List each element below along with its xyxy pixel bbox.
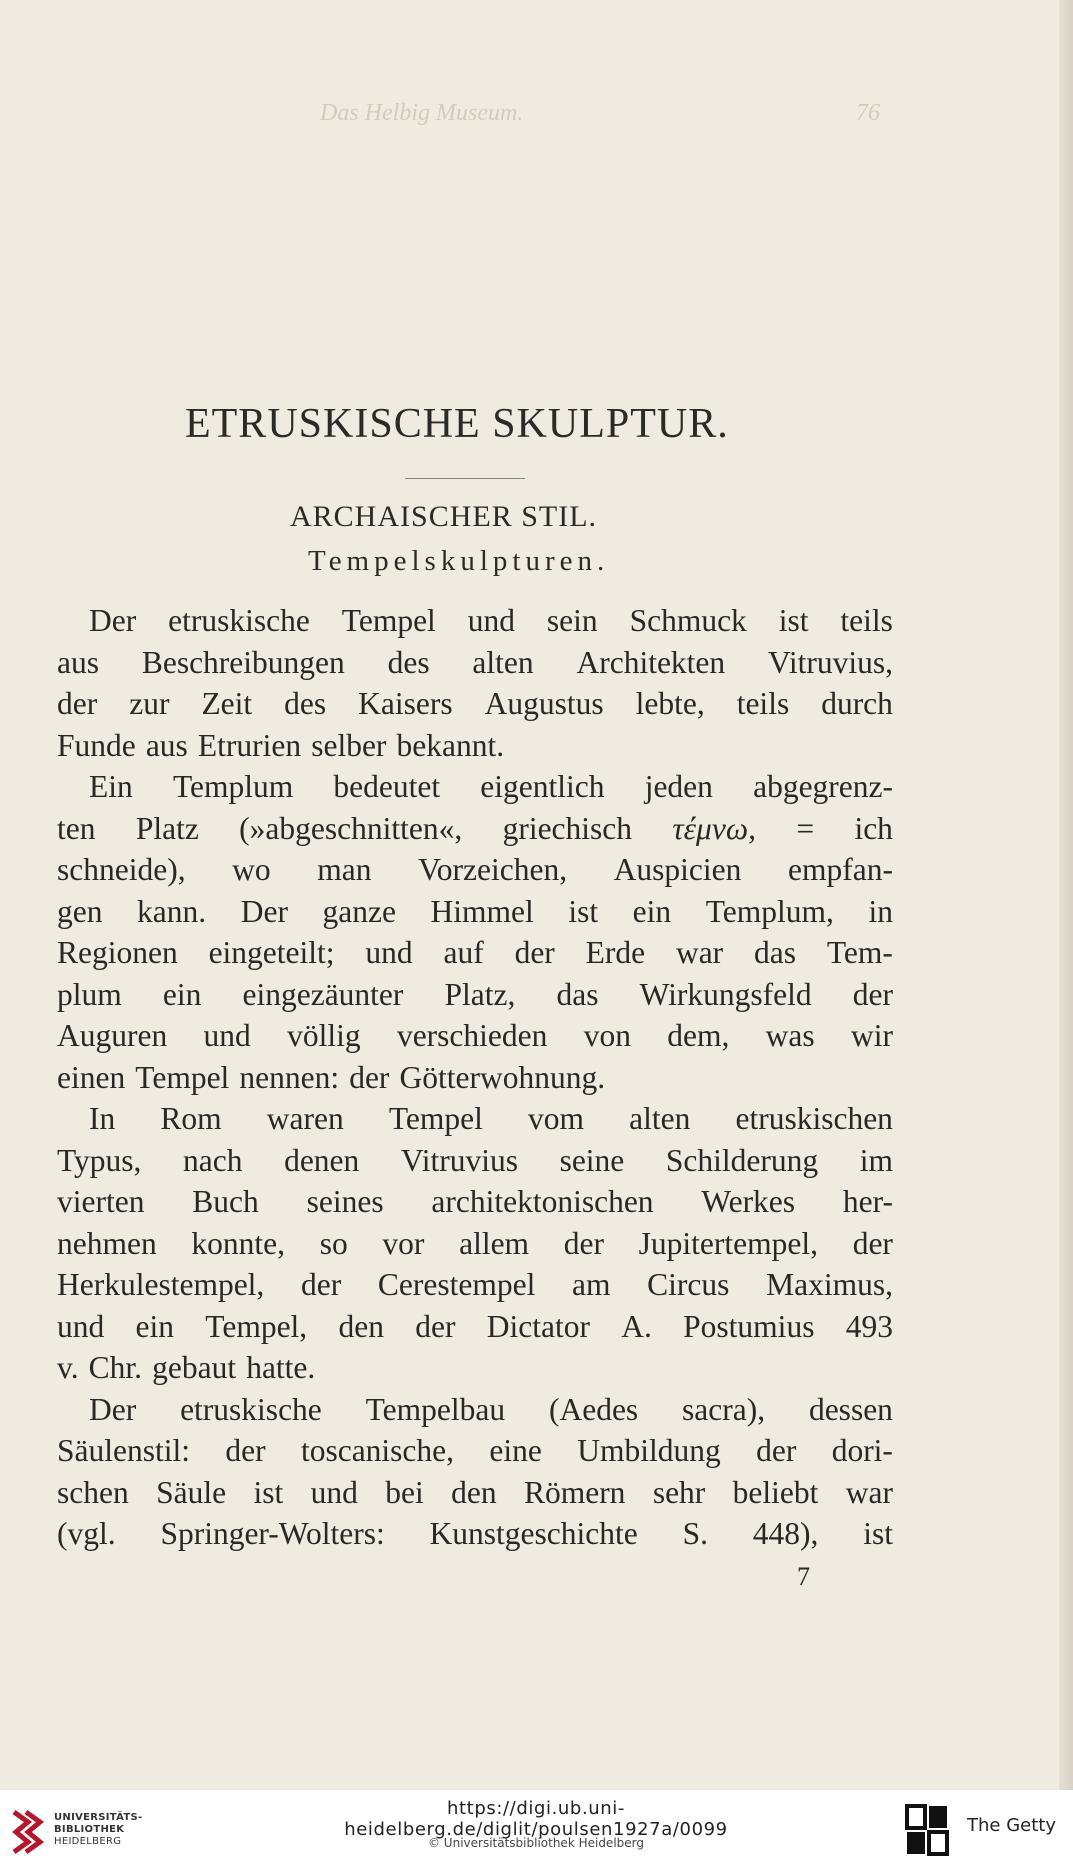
page-edge — [1059, 0, 1073, 1790]
word: Säule — [156, 1474, 227, 1510]
word: der — [563, 1225, 604, 1261]
text-line — [57, 1140, 893, 1182]
word: alten — [472, 644, 534, 680]
word: wo — [232, 852, 271, 887]
word: Templum — [172, 769, 294, 804]
word: gebaut — [152, 1350, 237, 1385]
permalink-url[interactable]: https://digi.ub.uni-heidelberg.de/diglit/poulsen1927a/0099 — [344, 1798, 728, 1840]
word: ganze — [322, 893, 396, 929]
word: Rom — [160, 1101, 222, 1136]
library-name-line1: UNIVERSITÄTS- — [54, 1812, 143, 1823]
word: bei — [385, 1474, 424, 1510]
library-name-line3: HEIDELBERG — [54, 1836, 122, 1847]
word: ist — [863, 1516, 893, 1551]
word: Augustus — [484, 686, 604, 721]
word: Kunstgeschichte — [429, 1516, 638, 1551]
word: Typus, — [57, 1142, 142, 1178]
word: Postumius — [683, 1308, 815, 1344]
word: eingeteilt; — [208, 935, 335, 970]
word: her- — [842, 1184, 893, 1219]
word: und — [310, 1474, 358, 1510]
word: und — [365, 935, 413, 970]
footer-bar — [0, 1790, 1073, 1870]
word: konnte, — [191, 1225, 286, 1261]
word: nennen: — [239, 1059, 340, 1095]
word: v. — [57, 1350, 79, 1385]
text-line — [57, 1098, 893, 1140]
word: und — [467, 603, 515, 638]
word: das — [754, 935, 797, 970]
word: Der — [89, 603, 137, 638]
word: auf — [443, 935, 484, 970]
word: (»abgeschnitten«, — [239, 810, 463, 846]
word: Erde — [585, 935, 646, 970]
word: Etrurien — [197, 727, 302, 763]
word: und — [57, 1308, 105, 1344]
word: empfan- — [788, 852, 893, 887]
text-line — [57, 1181, 893, 1223]
word: Schilderung — [665, 1142, 819, 1178]
word: Herkulestempel, — [57, 1267, 265, 1302]
word: jeden — [644, 769, 713, 804]
word: Circus — [647, 1267, 730, 1302]
word: teils — [840, 603, 893, 638]
word: (vgl. — [57, 1516, 116, 1551]
word: Vitruvius — [400, 1142, 518, 1178]
getty-logo-icon[interactable] — [905, 1804, 949, 1856]
word: ich — [854, 810, 893, 846]
word: verschieden — [396, 1018, 548, 1053]
word: zur — [129, 686, 170, 721]
word: Zeit — [201, 686, 253, 721]
word: A. — [621, 1308, 652, 1344]
word: = — [796, 810, 815, 846]
word: etruskische — [168, 603, 310, 638]
library-logo[interactable] — [10, 1808, 150, 1858]
word: Jupitertempel, — [638, 1225, 818, 1261]
word: waren — [266, 1101, 344, 1136]
word: das — [556, 976, 599, 1012]
word: Tem- — [826, 935, 893, 970]
text-line — [57, 808, 893, 850]
word: (Aedes — [548, 1391, 639, 1427]
word: durch — [821, 686, 893, 721]
word: eingezäunter — [242, 976, 404, 1012]
word: Funde — [57, 727, 136, 763]
text-line — [57, 1264, 893, 1306]
text-line — [57, 1389, 893, 1431]
word: völlig — [287, 1018, 361, 1053]
word: der — [300, 1267, 342, 1302]
word: toscanische, — [300, 1433, 455, 1468]
text-line — [57, 1430, 893, 1472]
word: der — [852, 976, 893, 1012]
word: so — [319, 1225, 348, 1261]
word: Buch — [192, 1184, 259, 1219]
text-line — [57, 849, 893, 891]
text-line — [57, 1472, 893, 1514]
word: etruskische — [180, 1391, 322, 1427]
word: im — [859, 1142, 893, 1178]
word: S. — [682, 1516, 708, 1551]
word: In — [89, 1101, 116, 1136]
word: Chr. — [88, 1350, 143, 1385]
body-text — [57, 600, 893, 1555]
word: war — [675, 935, 724, 970]
word: Tempel — [388, 1101, 483, 1136]
word: von — [583, 1018, 631, 1053]
word: wir — [850, 1018, 893, 1053]
word: 493 — [845, 1308, 893, 1344]
text-line — [57, 642, 893, 684]
word: schen — [57, 1474, 129, 1510]
word: denen — [284, 1142, 360, 1178]
word: der — [349, 1059, 390, 1095]
running-header-number: 76 — [856, 100, 880, 126]
word: der — [57, 686, 98, 721]
word: schneide), — [57, 852, 186, 887]
word: Tempel — [341, 603, 436, 638]
text-line — [57, 725, 893, 767]
text-line — [57, 932, 893, 974]
word: alten — [629, 1101, 691, 1136]
word: Cerestempel — [377, 1267, 536, 1302]
word: des — [284, 686, 327, 721]
text-line — [57, 1513, 893, 1555]
word: sein — [546, 603, 598, 638]
word: ein — [632, 893, 672, 929]
word: den — [338, 1308, 384, 1344]
word: Templum, — [705, 893, 834, 929]
word: in — [868, 893, 893, 929]
word: vom — [527, 1101, 584, 1136]
word: den — [451, 1474, 497, 1510]
word: Beschreibungen — [141, 644, 345, 680]
word: Der — [240, 893, 288, 929]
section-heading: ARCHAISCHER STIL. — [290, 500, 598, 533]
word: Tempel, — [205, 1308, 308, 1344]
text-line — [57, 600, 893, 642]
text-line — [57, 1057, 893, 1099]
word: Maximus, — [766, 1267, 893, 1302]
word: bekannt. — [396, 727, 505, 763]
word: Tempelbau — [365, 1391, 506, 1427]
word: Werkes — [701, 1184, 796, 1219]
text-line — [57, 974, 893, 1016]
getty-label[interactable]: The Getty — [967, 1815, 1056, 1836]
text-line — [57, 1347, 893, 1389]
word: Der — [89, 1391, 137, 1427]
word: Vitruvius, — [767, 644, 893, 680]
word: was — [765, 1018, 815, 1053]
subsection-heading: Tempelskulpturen. — [308, 545, 610, 577]
word: τέμνω, — [672, 810, 756, 846]
text-line — [57, 1223, 893, 1265]
library-name — [54, 1812, 143, 1848]
word: teils — [736, 686, 790, 721]
copyright-notice: © Universitätsbibliothek Heidelberg — [427, 1836, 644, 1850]
title-rule — [405, 478, 525, 479]
word: ein — [162, 976, 202, 1012]
word: lebte, — [635, 686, 705, 721]
word: Vorzeichen, — [418, 852, 568, 887]
word: dori- — [831, 1433, 893, 1468]
word: ten — [57, 810, 96, 846]
word: selber — [311, 727, 387, 763]
word: ist — [778, 603, 809, 638]
word: aus — [145, 727, 188, 763]
chapter-title: ETRUSKISCHE SKULPTUR. — [185, 401, 729, 447]
word: Dictator — [486, 1308, 590, 1344]
text-line — [57, 1015, 893, 1057]
word: ist — [253, 1474, 284, 1510]
word: abgegrenz- — [753, 769, 893, 804]
word: ein — [135, 1308, 175, 1344]
word: plum — [57, 976, 122, 1012]
text-line — [57, 683, 893, 725]
word: dessen — [808, 1391, 893, 1427]
word: aus — [57, 644, 99, 680]
word: der — [225, 1433, 266, 1468]
word: nehmen — [57, 1225, 157, 1261]
word: Schmuck — [629, 603, 747, 638]
word: ist — [568, 893, 599, 929]
library-seal-icon — [10, 1808, 46, 1856]
word: seine — [559, 1142, 625, 1178]
word: einen — [57, 1059, 126, 1095]
word: der — [514, 935, 555, 970]
text-line — [57, 1306, 893, 1348]
word: und — [203, 1018, 251, 1053]
text-line — [57, 766, 893, 808]
word: architektonischen — [431, 1184, 654, 1219]
word: allem — [459, 1225, 530, 1261]
word: am — [572, 1267, 611, 1302]
word: sacra), — [682, 1391, 766, 1427]
word: Himmel — [430, 893, 534, 929]
word: Auguren — [57, 1018, 168, 1053]
word: Platz — [135, 810, 199, 846]
word: man — [317, 852, 372, 887]
word: der — [852, 1225, 893, 1261]
word: Springer-Wolters: — [160, 1516, 385, 1551]
word: der — [756, 1433, 797, 1468]
word: Architekten — [576, 644, 726, 680]
word: Säulenstil: — [57, 1433, 190, 1468]
word: vierten — [57, 1184, 145, 1219]
word: beliebt — [732, 1474, 819, 1510]
word: Götterwohnung. — [399, 1059, 606, 1095]
running-header — [320, 100, 880, 127]
word: eigentlich — [480, 769, 605, 804]
word: bedeutet — [333, 769, 441, 804]
word: Platz, — [444, 976, 516, 1012]
word: dem, — [667, 1018, 730, 1053]
word: vor — [382, 1225, 425, 1261]
word: Tempel — [135, 1059, 230, 1095]
word: Auspicien — [613, 852, 742, 887]
word: sehr — [652, 1474, 706, 1510]
word: Römern — [523, 1474, 626, 1510]
text-line — [57, 891, 893, 933]
word: Ein — [89, 769, 133, 804]
word: Regionen — [57, 935, 178, 970]
word: der — [415, 1308, 456, 1344]
word: griechisch — [502, 810, 633, 846]
word: Wirkungsfeld — [639, 976, 812, 1012]
library-name-line2: BIBLIOTHEK — [54, 1824, 125, 1835]
word: eine — [489, 1433, 542, 1468]
word: kann. — [137, 893, 207, 929]
word: war — [845, 1474, 893, 1510]
word: Umbildung — [577, 1433, 721, 1468]
word: gen — [57, 893, 103, 929]
word: etruskischen — [735, 1101, 893, 1136]
page-number: 7 — [797, 1562, 810, 1591]
word: nach — [183, 1142, 243, 1178]
word: seines — [306, 1184, 384, 1219]
running-header-title: Das Helbig Museum. — [320, 100, 524, 126]
word: hatte. — [246, 1350, 316, 1385]
word: 448), — [752, 1516, 819, 1551]
word: Kaisers — [358, 686, 453, 721]
word: des — [387, 644, 430, 680]
